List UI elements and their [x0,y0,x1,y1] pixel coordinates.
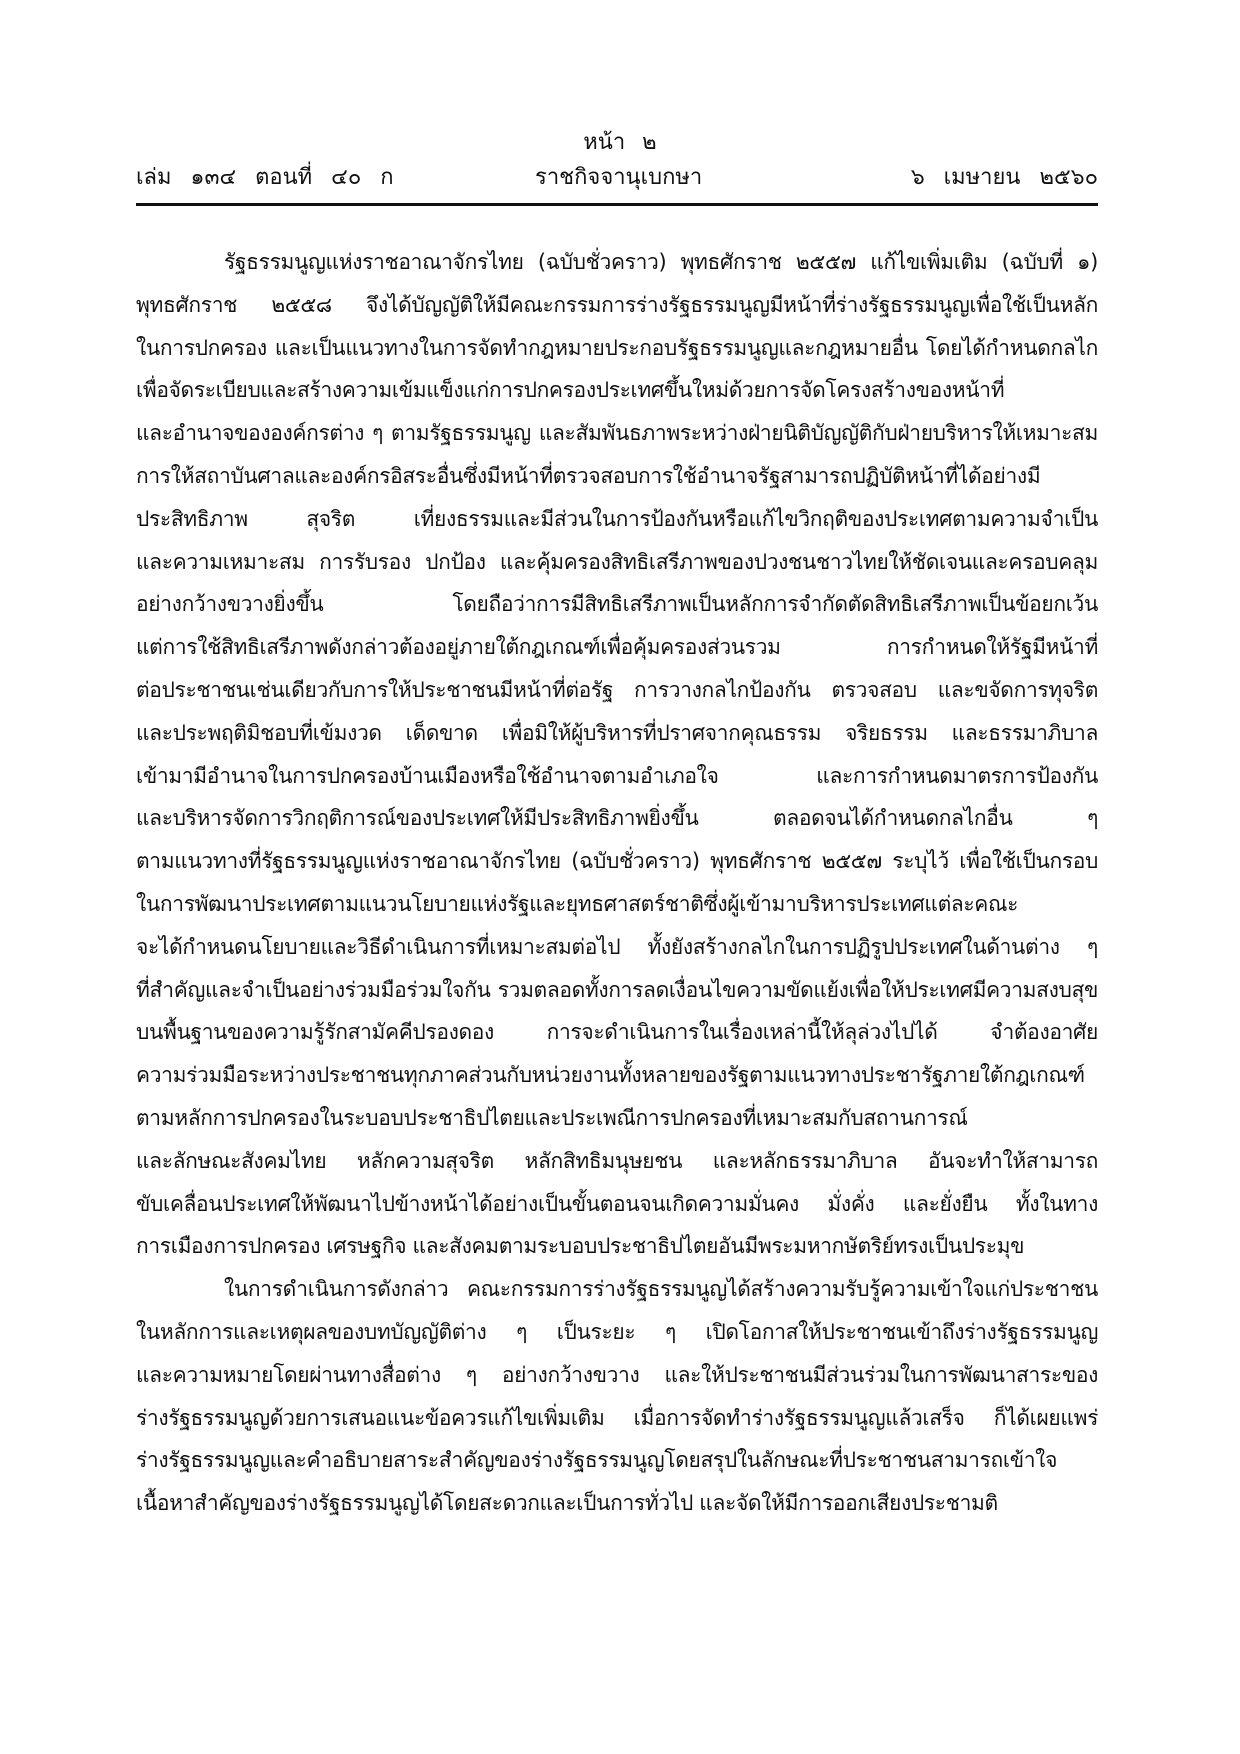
paragraph-line: และบริหารจัดการวิกฤติการณ์ของประเทศให้มีประสิทธิภาพยิ่งขึ้น ตลอดจนได้กำหนดกลไกอื่น ๆ [136,806,1098,831]
paragraph-line: และความเหมาะสม การรับรอง ปกป้อง และคุ้มครองสิทธิเสรีภาพของปวงชนชาวไทยให้ชัดเจนและครอบคลุม [136,549,1098,574]
paragraph-line: จะได้กำหนดนโยบายและวิธีดำเนินการที่เหมาะสมต่อไป ทั้งยังสร้างกลไกในการปฏิรูปประเทศในด้านต่าง ๆ [136,934,1098,959]
paragraph-line: ขับเคลื่อนประเทศให้พัฒนาไปข้างหน้าได้อย่างเป็นขั้นตอนจนเกิดความมั่นคง มั่งคั่ง และยั่งยืน ทั้งในทาง [136,1191,1098,1216]
paragraph-line: การให้สถาบันศาลและองค์กรอิสระอื่นซึ่งมีหน้าที่ตรวจสอบการใช้อำนาจรัฐสามารถปฏิบัติหน้าที่ได้อย่างมี [136,463,1041,488]
volume-issue: เล่ม ๑๓๔ ตอนที่ ๔๐ ก [136,165,394,190]
paragraph-line: พุทธศักราช ๒๕๕๘ จึงได้บัญญัติให้มีคณะกรรมการร่างรัฐธรรมนูญมีหน้าที่ร่างรัฐธรรมนูญเพื่อใช้เป็นหลัก [136,292,1098,317]
paragraph-line: การเมืองการปกครอง เศรษฐกิจ และสังคมตามระบอบประชาธิปไตยอันมีพระมหากษัตริย์ทรงเป็นประมุข [136,1234,1025,1259]
paragraph-line: เพื่อจัดระเบียบและสร้างความเข้มแข็งแก่การปกครองประเทศขึ้นใหม่ด้วยการจัดโครงสร้างของหน้าที่ [136,378,1005,403]
paragraph-line: แต่การใช้สิทธิเสรีภาพดังกล่าวต้องอยู่ภายใต้กฎเกณฑ์เพื่อคุ้มครองส่วนรวม การกำหนดให้รัฐมีหน้าที่ [136,635,1098,660]
paragraph-line: ในการพัฒนาประเทศตามแนวนโยบายแห่งรัฐและยุทธศาสตร์ชาติซึ่งผู้เข้ามาบริหารประเทศแต่ละคณะ [136,891,1019,916]
paragraph-line: อย่างกว้างขวางยิ่งขึ้น โดยถือว่าการมีสิทธิเสรีภาพเป็นหลักการจำกัดตัดสิทธิเสรีภาพเป็นข้อยกเว้น [136,592,1098,617]
paragraph-line: รัฐธรรมนูญแห่งราชอาณาจักรไทย (ฉบับชั่วคราว) พุทธศักราช ๒๕๕๗ แก้ไขเพิ่มเติม (ฉบับที่ ๑) [224,250,1098,274]
paragraph-line: ในการปกครอง และเป็นแนวทางในการจัดทำกฎหมายประกอบรัฐธรรมนูญและกฎหมายอื่น โดยได้กำหนดกลไก [136,335,1098,360]
paragraph-line: ต่อประชาชนเช่นเดียวกับการให้ประชาชนมีหน้าที่ต่อรัฐ การวางกลไกป้องกัน ตรวจสอบ และขจัดการทุจริต [136,677,1098,702]
paragraph-line: และอำนาจขององค์กรต่าง ๆ ตามรัฐธรรมนูญ และสัมพันธภาพระหว่างฝ่ายนิติบัญญัติกับฝ่ายบริหารให้เหมาะสม [136,421,1098,446]
paragraph-line: ร่างรัฐธรรมนูญด้วยการเสนอแนะข้อควรแก้ไขเพิ่มเติม เมื่อการจัดทำร่างรัฐธรรมนูญแล้วเสร็จ ก็ได้เผยแพร่ [136,1405,1098,1430]
paragraph-line: และลักษณะสังคมไทย หลักความสุจริต หลักสิทธิมนุษยชน และหลักธรรมาภิบาล อันจะทำให้สามารถ [136,1148,1098,1173]
paragraph-line: ร่างรัฐธรรมนูญและคำอธิบายสาระสำคัญของร่างรัฐธรรมนูญโดยสรุปในลักษณะที่ประชาชนสามารถเข้าใจ [136,1448,1058,1473]
publication-date: ๖ เมษายน ๒๕๖๐ [910,165,1098,190]
paragraph-line: เข้ามามีอำนาจในการปกครองบ้านเมืองหรือใช้อำนาจตามอำเภอใจ และการกำหนดมาตรการป้องกัน [136,763,1098,788]
paragraph-line: เนื้อหาสำคัญของร่างรัฐธรรมนูญได้โดยสะดวกและเป็นการทั่วไป และจัดให้มีการออกเสียงประชามติ [136,1491,998,1516]
paragraph [136,1268,1098,1525]
paragraph-line: ในการดำเนินการดังกล่าว คณะกรรมการร่างรัฐธรรมนูญได้สร้างความรับรู้ความเข้าใจแก่ประชาชน [224,1277,1098,1302]
paragraph-line: ตามแนวทางที่รัฐธรรมนูญแห่งราชอาณาจักรไทย (ฉบับชั่วคราว) พุทธศักราช ๒๕๕๗ ระบุไว้ เพื่อใช้เป็นกรอบ [136,849,1098,874]
paragraph-line: ประสิทธิภาพ สุจริต เที่ยงธรรมและมีส่วนในการป้องกันหรือแก้ไขวิกฤติของประเทศตามความจำเป็น [136,506,1098,531]
paragraph [136,241,1098,1268]
paragraph-line: ความร่วมมือระหว่างประชาชนทุกภาคส่วนกับหน่วยงานทั้งหลายของรัฐตามแนวทางประชารัฐภายใต้กฎเกณฑ์ [136,1063,1085,1088]
paragraph-line: ที่สำคัญและจำเป็นอย่างร่วมมือร่วมใจกัน รวมตลอดทั้งการลดเงื่อนไขความขัดแย้งเพื่อให้ประเทศมีความสงบสุข [136,977,1098,1002]
paragraph-line: ในหลักการและเหตุผลของบทบัญญัติต่าง ๆ เป็นระยะ ๆ เปิดโอกาสให้ประชาชนเข้าถึงร่างรัฐธรรมนูญ [136,1319,1098,1344]
paragraph-line: และความหมายโดยผ่านทางสื่อต่าง ๆ อย่างกว้างขวาง และให้ประชาชนมีส่วนร่วมในการพัฒนาสาระของ [136,1362,1098,1387]
publication-title: ราชกิจจานุเบกษา [535,165,703,190]
page-number: หน้า ๒ [583,130,657,155]
header-divider [136,203,1098,206]
paragraph-line: และประพฤติมิชอบที่เข้มงวด เด็ดขาด เพื่อมิให้ผู้บริหารที่ปราศจากคุณธรรม จริยธรรม และธรรมาภิบาล [136,720,1098,745]
body-text [136,241,1098,1525]
paragraph-line: บนพื้นฐานของความรู้รักสามัคคีปรองดอง การจะดำเนินการในเรื่องเหล่านี้ให้ลุล่วงไปได้ จำต้องอาศัย [136,1020,1098,1045]
paragraph-line: ตามหลักการปกครองในระบอบประชาธิปไตยและประเพณีการปกครองที่เหมาะสมกับสถานการณ์ [136,1105,968,1130]
